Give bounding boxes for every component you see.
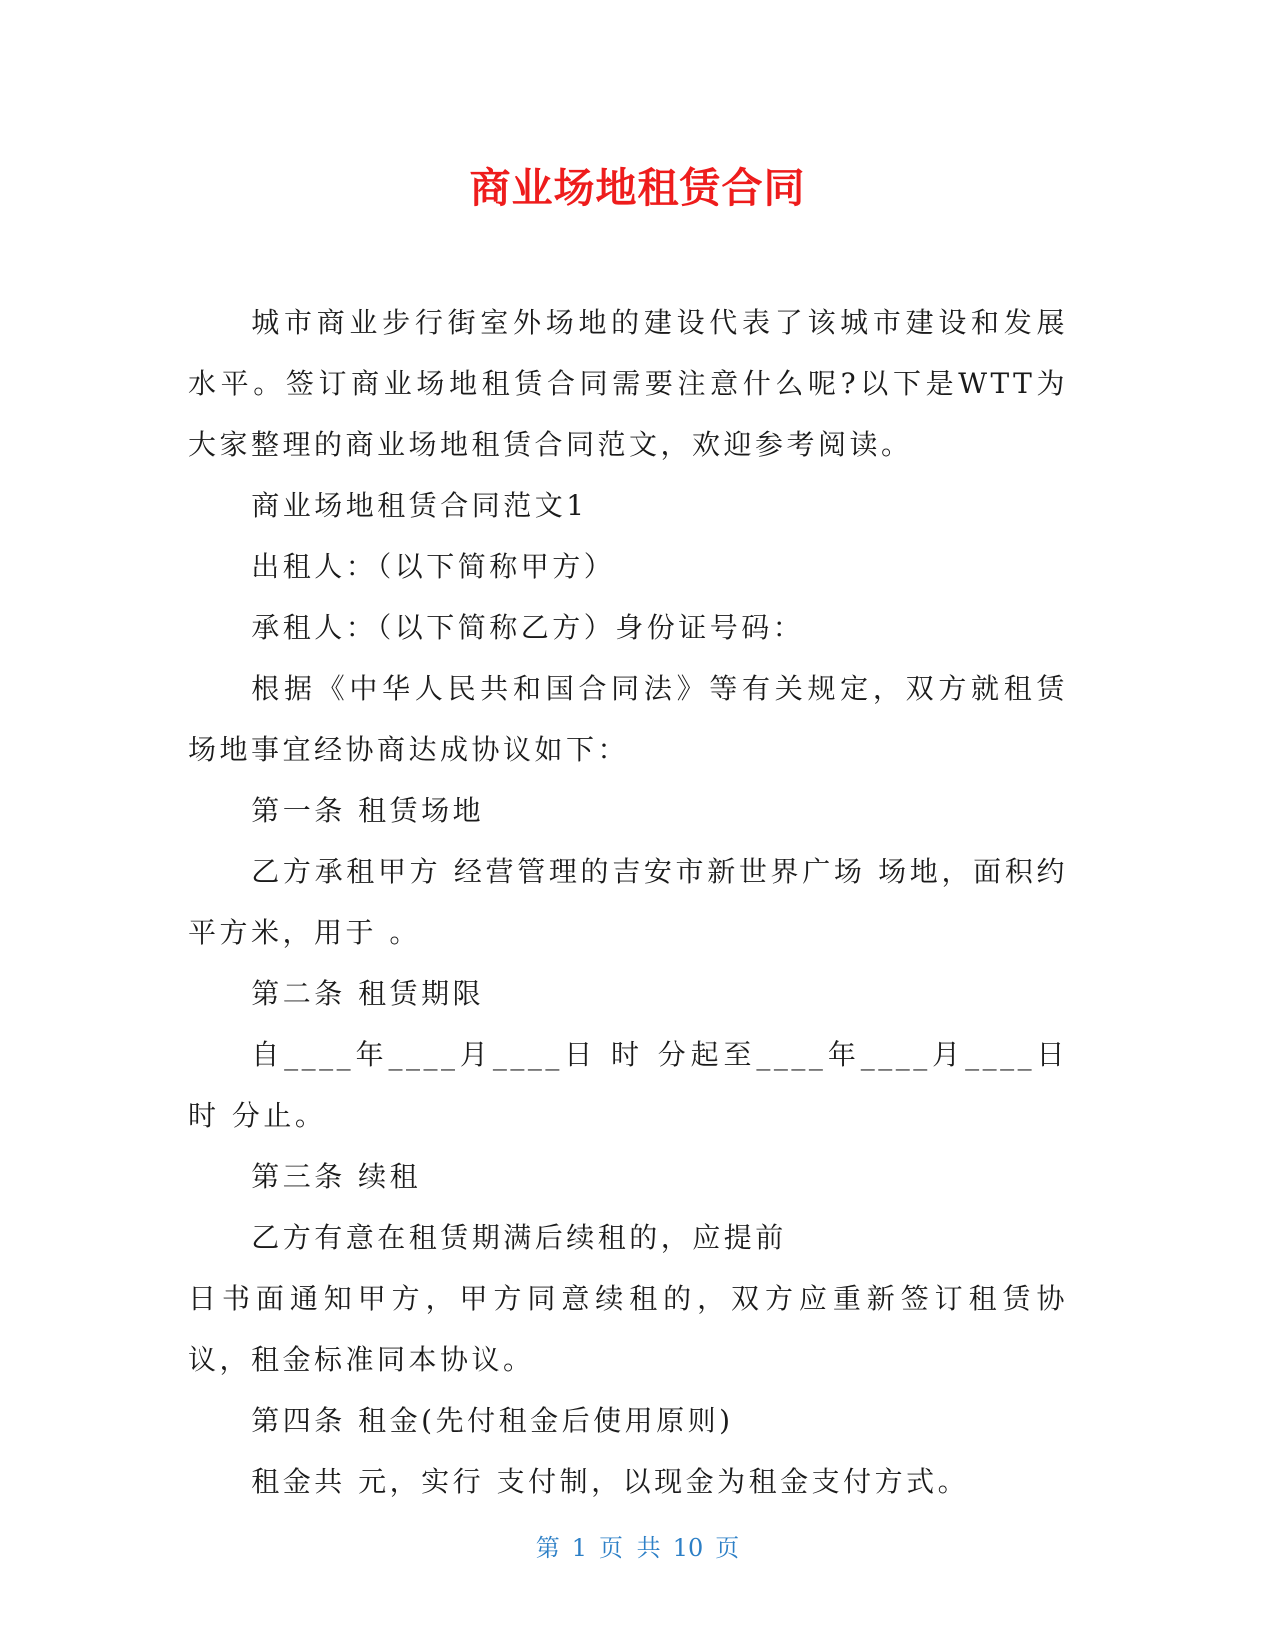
footer-current-page: 1 [571, 1534, 588, 1562]
footer-mid: 页 共 [599, 1534, 661, 1562]
article-1-body: 乙方承租甲方 经营管理的吉安市新世界广场 场地，面积约 平方米，用于 。 [188, 855, 1068, 949]
article-2-body: 自____年____月____日 时 分起至____年____月____日 时 分止。 [188, 1038, 1068, 1132]
article-3-body-line1: 乙方有意在租赁期满后续租的，应提前 [251, 1221, 787, 1254]
document-title: 商业场地租赁合同 [469, 164, 806, 212]
paragraph-lessor: 出租人：（以下简称甲方） [251, 550, 616, 583]
paragraph-sample-heading: 商业场地租赁合同范文1 [251, 489, 588, 522]
document-body [188, 292, 1068, 1512]
footer-total-pages: 10 [672, 1534, 704, 1562]
footer-suffix: 页 [715, 1534, 740, 1562]
paragraph-intro: 城市商业步行街室外场地的建设代表了该城市建设和发展水平。签订商业场地租赁合同需要注意什么呢?以下是WTT为大家整理的商业场地租赁合同范文，欢迎参考阅读。 [188, 306, 1068, 461]
footer-prefix: 第 [535, 1534, 560, 1562]
article-3-heading: 第三条 续租 [251, 1160, 422, 1193]
article-4-heading: 第四条 租金(先付租金后使用原则) [251, 1404, 734, 1437]
paragraph-lessee: 承租人：（以下简称乙方）身份证号码： [251, 611, 805, 644]
article-2-heading: 第二条 租赁期限 [251, 977, 485, 1010]
page-footer [0, 1530, 1275, 1566]
article-3-body-line2: 日书面通知甲方，甲方同意续租的，双方应重新签订租赁协议，租金标准同本协议。 [188, 1282, 1068, 1376]
paragraph-basis: 根据《中华人民共和国合同法》等有关规定，双方就租赁场地事宜经协商达成协议如下： [188, 672, 1068, 766]
article-4-body: 租金共 元，实行 支付制，以现金为租金支付方式。 [251, 1465, 970, 1498]
article-1-heading: 第一条 租赁场地 [251, 794, 485, 827]
